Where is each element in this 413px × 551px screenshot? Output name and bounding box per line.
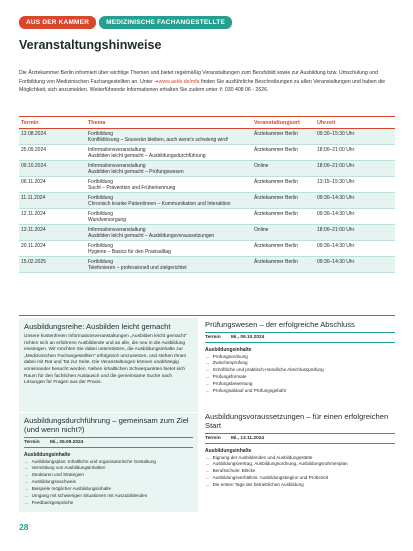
list-item: → Vermittlung von Ausbildungsinhalten: [24, 465, 193, 472]
row-time: 09:30–15:30 Uhr: [317, 129, 395, 145]
voraussetzungen-title: Ausbildungsvoraussetzungen – für einen erfolgreichen Start: [205, 412, 389, 430]
row-place: Ärztekammer Berlin: [254, 129, 317, 145]
pruefung-termin: [205, 332, 395, 343]
row-topic-title: Telefonieren – professionell und zielgerichtet: [88, 264, 187, 271]
row-topic-title: Konfliktlösung – Souverän bleiben, auch wenn's schwierig wird!: [88, 136, 229, 143]
list-item: → Feedbackgespräche: [24, 500, 193, 507]
page-number: 28: [19, 522, 29, 532]
col-header-ort: Veranstaltungsort: [254, 117, 317, 129]
pruefung-section: [205, 320, 395, 395]
list-item: → Prüfungsformate: [205, 374, 395, 381]
header-tags: [19, 16, 232, 29]
termin-label: Termin: [205, 436, 221, 441]
termin-label: Termin: [205, 335, 221, 340]
row-topic-type: Fortbildung: [88, 258, 114, 265]
row-time: 09:30–14:30 Uhr: [317, 257, 395, 273]
row-topic: [88, 241, 254, 257]
list-item: → Prüfungsordnung: [205, 354, 395, 361]
row-place: Ärztekammer Berlin: [254, 177, 317, 193]
row-place: Ärztekammer Berlin: [254, 241, 317, 257]
durchfuehrung-list: [24, 459, 193, 507]
row-topic-type: Fortbildung: [88, 194, 114, 201]
row-topic-title: Chronisch kranke Patientinnen – Kommunikation und Interaktion: [88, 200, 231, 207]
intro-paragraph: [19, 69, 395, 95]
col-header-thema: Thema: [88, 117, 254, 129]
list-item: → Ausbildungsvertrag, Ausbildungsordnung, Ausbildungsrahmenplan: [205, 461, 395, 468]
table-row: [19, 193, 395, 209]
section-divider: [19, 315, 395, 316]
pruefung-list: [205, 354, 395, 395]
row-topic: [88, 257, 254, 273]
row-place: Ärztekammer Berlin: [254, 145, 317, 161]
row-time: 09:30–14:30 Uhr: [317, 241, 395, 257]
table-row: [19, 257, 395, 273]
durchfuehrung-termin: [24, 437, 193, 448]
row-topic-type: Informationsveranstaltung: [88, 226, 146, 233]
voraussetzungen-termin: [205, 433, 395, 444]
list-item: → Prüfungsablauf und Prüfungsgebühr: [205, 388, 395, 395]
table-row: [19, 129, 395, 145]
intro-text-continued: finden Sie ausführliche Beschreibungen zu allen Veranstaltungen und haben die Möglichkeit, sich anzumelden. Weiterführende Informationen erhalten Sie zudem unter: [19, 78, 386, 94]
termin-value: Mi., 09.10.2024: [231, 335, 265, 340]
list-item: → Ausbildungsverhältnis: Ausbildungsbeginn und Probezeit: [205, 475, 395, 482]
series-title: Ausbildungsreihe: Ausbilden leicht gemacht: [24, 322, 171, 331]
inhalte-label: Ausbildungsinhalte: [205, 347, 252, 353]
row-place: Ärztekammer Berlin: [254, 209, 317, 225]
voraussetzungen-section: [205, 412, 395, 489]
row-time: 09:30–14:30 Uhr: [317, 193, 395, 209]
inhalte-label: Ausbildungsinhalte: [24, 452, 71, 458]
row-topic-type: Fortbildung: [88, 130, 114, 137]
tag-medizinische-fachangestellte: MEDIZINISCHE FACHANGESTELLTE: [99, 16, 232, 29]
row-time: 09:30–14:30 Uhr: [317, 209, 395, 225]
row-place: Online: [254, 225, 317, 241]
row-time: 13:15–15:30 Uhr: [317, 177, 395, 193]
page-title: Veranstaltungshinweise: [19, 38, 162, 52]
list-item: → Schriftliche und praktisch-mündliche Abschlussprüfung: [205, 367, 395, 374]
list-item: → Beispiele möglicher Ausbildungsinhalte: [24, 486, 193, 493]
row-date: 09.10.2024: [19, 161, 88, 177]
row-topic-type: Fortbildung: [88, 210, 114, 217]
intro-text: Die Ärztekammer Berlin informiert über wichtige Themen und bietet regelmäßig Veranstaltungen zum Berufsbild sowie zur Ausbildung bzw. Umschulung und Fortbildung von Medizinischen Fachangestellten an. Unter: [19, 70, 378, 85]
row-place: Ärztekammer Berlin: [254, 257, 317, 273]
row-topic-title: Ausbilden leicht gemacht – Ausbildungsvoraussetzungen: [88, 232, 215, 239]
row-topic: [88, 129, 254, 145]
row-place: Online: [254, 161, 317, 177]
list-item: → Ausbildungsnachweis: [24, 479, 193, 486]
row-time: 18:00–21:00 Uhr: [317, 145, 395, 161]
row-topic: [88, 209, 254, 225]
events-table: [19, 116, 395, 273]
phone-icon: ✆: [219, 87, 224, 94]
row-time: 18:00–21:00 Uhr: [317, 225, 395, 241]
row-date: 15.02.2025: [19, 257, 88, 273]
row-time: 18:00–21:00 Uhr: [317, 161, 395, 177]
intro-phone: 030 408 06 - 2626.: [224, 87, 269, 94]
list-item: → Berufsschule: Blöcke: [205, 468, 395, 475]
table-row: [19, 209, 395, 225]
row-topic: [88, 225, 254, 241]
row-place: Ärztekammer Berlin: [254, 193, 317, 209]
row-topic-title: Sucht – Prävention und Früherkennung: [88, 184, 176, 191]
tag-aus-der-kammer: AUS DER KAMMER: [19, 16, 96, 29]
row-topic-title: Wundversorgung: [88, 216, 126, 223]
row-date: 20.11.2024: [19, 241, 88, 257]
row-topic: [88, 145, 254, 161]
events-header-row: [19, 117, 395, 129]
list-item: → Zwischenprüfung: [205, 360, 395, 367]
col-header-termin: Termin: [19, 117, 88, 129]
row-date: 25.09.2024: [19, 145, 88, 161]
row-topic-type: Fortbildung: [88, 242, 114, 249]
list-item: → Prüfungsbewertung: [205, 381, 395, 388]
table-row: [19, 145, 395, 161]
row-topic-title: Ausbilden leicht gemacht – Ausbildungsdurchführung: [88, 152, 206, 159]
durchfuehrung-title: Ausbildungsdurchführung – gemeinsam zum Ziel (und wenn nicht?): [24, 416, 189, 434]
list-item: → Die ersten Tage der betrieblichen Ausbildung: [205, 482, 395, 489]
table-row: [19, 225, 395, 241]
voraussetzungen-list: [205, 455, 395, 490]
list-item: → Umgang mit schwierigen Situationen mit Auszubildenden: [24, 493, 193, 500]
row-topic-type: Informationsveranstaltung: [88, 146, 146, 153]
row-date: 13.11.2024: [19, 225, 88, 241]
table-row: [19, 177, 395, 193]
row-topic: [88, 177, 254, 193]
list-item: → Ausbildungsplan: Inhaltliche und organisatorische Gestaltung: [24, 459, 193, 466]
row-topic-title: Ausbilden leicht gemacht – Prüfungswesen: [88, 168, 184, 175]
intro-link-arrow-icon: ➔: [154, 78, 159, 85]
termin-label: Termin: [24, 440, 40, 445]
row-date: 11.11.2024: [19, 193, 88, 209]
col-header-uhrzeit: Uhrzeit: [317, 117, 395, 129]
intro-link[interactable]: www.aekb.de/mfa: [158, 78, 200, 85]
table-row: [19, 241, 395, 257]
termin-value: Mi., 13.11.2024: [231, 436, 265, 441]
row-date: 12.11.2024: [19, 209, 88, 225]
table-row: [19, 161, 395, 177]
row-topic-type: Informationsveranstaltung: [88, 162, 146, 169]
row-topic-title: Hygiene – Basics für den Praxisalltag: [88, 248, 171, 255]
inhalte-label: Ausbildungsinhalte: [205, 448, 252, 454]
termin-value: Mi., 25.09.2024: [50, 440, 84, 445]
row-topic: [88, 161, 254, 177]
pruefung-title: Prüfungswesen – der erfolgreiche Abschluss: [205, 320, 355, 329]
durchfuehrung-box: [19, 412, 198, 512]
row-date: 06.11.2024: [19, 177, 88, 193]
row-topic: [88, 193, 254, 209]
series-box: [19, 318, 198, 412]
row-topic-type: Fortbildung: [88, 178, 114, 185]
row-date: 13.08.2024: [19, 129, 88, 145]
series-text: Unsere kostenfreien Informationsveranstaltungen „Ausbilden leicht gemacht“ richten sich an erfahrene Ausbildende und an alle, die neu in die Ausbildung einsteigen. Wir möchten Sie dabei unterstützen, die Ausbildungsinhalte zur „Medizinischen Fachangestellten“ erfolgreich umzusetzen, und stehen Ihnen dabei mit Rat und Tat zur Seite. Die Veranstaltungen können unabhängig voneinander besucht werden. Neben inhaltlichen Schwerpunkten bietet sich Raum für den fachlichen Austausch und die gemeinsame Suche nach Lösungen für Fragen aus der Praxis.: [24, 334, 187, 386]
list-item: → Eignung der Ausbildenden und Ausbildungsstätte: [205, 455, 395, 462]
list-item: → Strukturen und Strategien: [24, 472, 193, 479]
